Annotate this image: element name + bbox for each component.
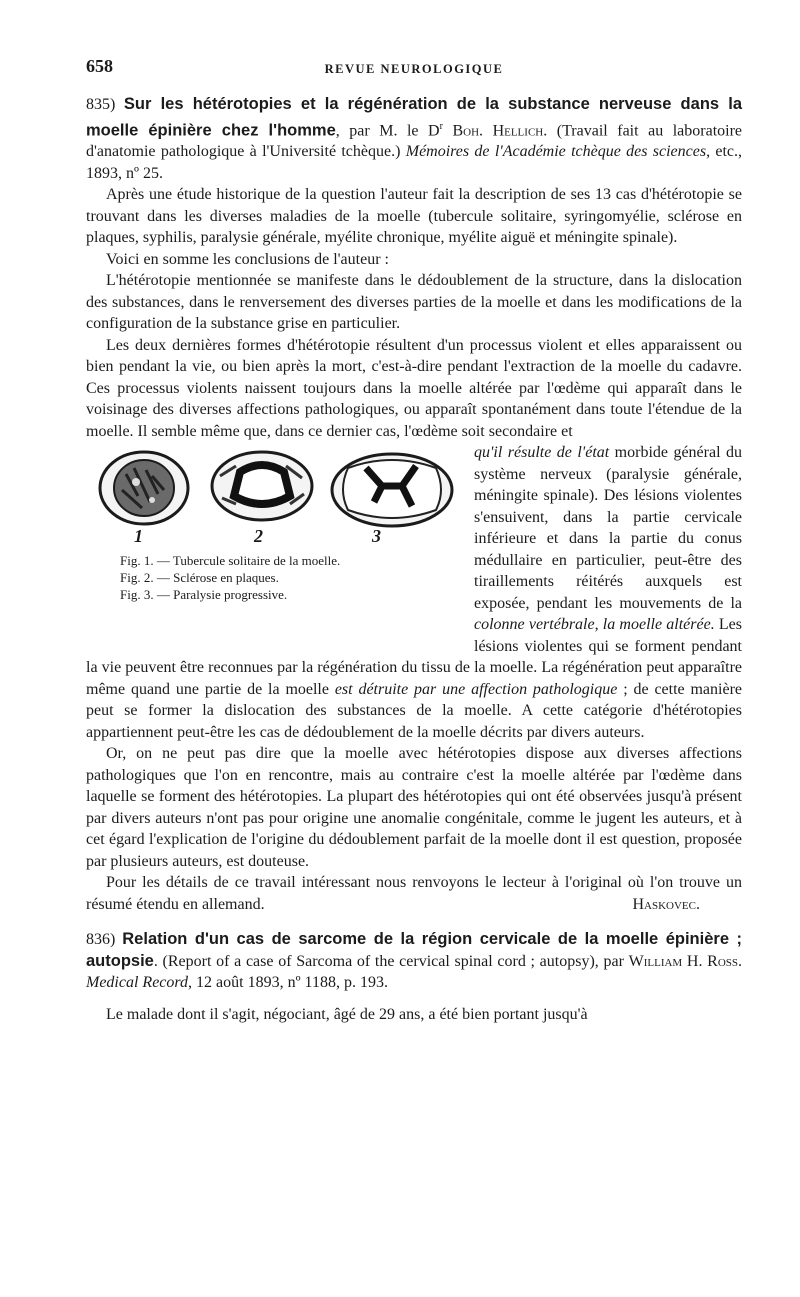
figure-spinal-cord-sections bbox=[86, 446, 460, 644]
figure-captions bbox=[120, 552, 340, 603]
entry-835-dr-sup: r bbox=[439, 120, 443, 132]
running-title: REVUE NEUROLOGIQUE bbox=[324, 62, 504, 76]
page-number: 658 bbox=[86, 56, 113, 76]
paragraph: Pour les détails de ce travail intéressant nous renvoyons le lecteur à l'original où l'on trouve un résumé étendu en allemand. bbox=[86, 874, 742, 913]
entry-835-source: Mémoires de l'Académie tchèque des sciences bbox=[405, 143, 707, 161]
figure-label-3: 3 bbox=[372, 526, 381, 547]
paragraph-with-figure bbox=[86, 335, 742, 443]
entry-835-author: Boh. Hellich bbox=[452, 121, 544, 139]
paragraph: Voici en somme les conclusions de l'auteur : bbox=[106, 250, 389, 268]
figure-1-drawing bbox=[100, 452, 188, 524]
para4-part-a: Les deux dernières formes d'hétérotopie résultent d'un processus violent et elles apparaissent ou bien pendant la vie, ou bien après la mort, c'est-à-dire pendant l'extraction de la moelle du cadavre. Ces processus violents naissent toujours dans la moelle altérée par l'œdème qui apparaît dans le voisinage des diverses affections pathologiques, ou apparaît spontanément dans toute l'étendue de la moelle. Il semble même que, dans ce dernier cas, l'œdème soit secondaire et bbox=[86, 336, 742, 440]
para4-italic-2: colonne vertébrale, la moelle altérée. bbox=[474, 616, 715, 634]
figure-caption: Fig. 3. — Paralysie progressive. bbox=[120, 587, 288, 603]
figure-2-drawing bbox=[212, 452, 312, 520]
figure-label-1: 1 bbox=[134, 526, 143, 547]
figure-caption: Fig. 1. — Tubercule solitaire de la moelle. bbox=[120, 553, 341, 569]
entry-836-title: Relation d'un cas de sarcome de la région cervicale de la moelle épinière ; autopsie bbox=[86, 930, 743, 970]
figure-drawings bbox=[86, 446, 460, 536]
entry-835-number: 835) bbox=[86, 96, 116, 113]
entry-835-institution: (Travail fait au laboratoire d'anatomie pathologique à l'Université tchèque.) bbox=[86, 121, 743, 161]
para4-part-b: morbide général du système nerveux (paralysie générale, méningite spinale). Des lésions violentes s'ensuivent, dans la partie cervicale inférieure et dans la partie du conus médullaire en particulier, peut-être des tiraillements réitérés auxquels est exposée, pendant les mouvements de la bbox=[474, 444, 742, 612]
entry-836-heading bbox=[86, 929, 742, 994]
para4-italic-1: qu'il résulte de l'état bbox=[474, 444, 610, 462]
page-content bbox=[86, 94, 742, 1025]
entry-835-title: Sur les hétérotopies et la régénération de la substance nerveuse dans la moelle épinière chez l'homme bbox=[86, 95, 743, 139]
entry-836-journal: Medical Record bbox=[86, 974, 189, 992]
para4-part-d: ; de cette manière peut se former la dislocation des substances de la moelle. A cette catégorie d'hétérotopies appartiennent peut-être les cas de dédoublement de la moelle décrits par divers auteurs. bbox=[86, 680, 743, 741]
para4-italic-3: est détruite par une affection pathologique bbox=[334, 680, 618, 698]
figure-label-2: 2 bbox=[254, 526, 263, 547]
entry-835-source-rest: , etc., 1893, nº 25. bbox=[86, 143, 743, 182]
entry-836-orig: . (Report of a case of Sarcoma of the cervical spinal cord ; autopsy), par bbox=[153, 952, 629, 970]
para4-part-c: Les lésions violentes qui se forment pendant la vie peuvent être reconnues par la régénération du tissu de la moelle. La régénération peut apparaître même quand une partie de la moelle bbox=[86, 616, 742, 698]
entry-835-by: , par M. le D bbox=[335, 121, 440, 139]
figure-3-drawing bbox=[332, 454, 452, 526]
paragraph: Or, on ne peut pas dire que la moelle avec hétérotopies dispose aux diverses affections pathologiques que l'on en rencontre, mais au contraire c'est la moelle altérée par l'œdème dans laquelle se forment des hétérotopies. La plupart des hétérotopies qui ont été observées jusqu'à présent par divers auteurs n'ont pas pour origine une anomalie congénitale, comme le jugent les auteurs, et à cet égard l'explication de l'origine du dédoublement parfait de la moelle dont il est question, proposée par plusieurs auteurs, est douteuse. bbox=[86, 745, 742, 870]
page-header bbox=[86, 56, 742, 86]
entry-836-rest: , 12 août 1893, nº 1188, p. 193. bbox=[188, 974, 388, 992]
paragraph: L'hétérotopie mentionnée se manifeste dans le dédoublement de la structure, dans la dislocation des substances, dans le renversement des diverses parties de la moelle et dans les modifications de la configuration de la substance grise en particulier. bbox=[86, 272, 742, 333]
figure-caption: Fig. 2. — Sclérose en plaques. bbox=[120, 570, 279, 586]
paragraph: Après une étude historique de la question l'auteur fait la description de ses 13 cas d'hétérotopie se trouvant dans les diverses maladies de la moelle (tubercule solitaire, syringomyélie, sclérose en plaques, syphilis, paralysie générale, myélite chronique, myélite aiguë et méningite spinale). bbox=[86, 186, 742, 247]
paragraph: Le malade dont il s'agit, négociant, âgé de 29 ans, a été bien portant jusqu'à bbox=[106, 1005, 588, 1023]
reviewer-signature: Haskovec. bbox=[632, 895, 700, 913]
entry-835-heading: 835) Sur les hétérotopies et la régénération de la substance nerveuse dans la moelle épinière chez l'homme, par M. le $D^r$ Boh. Hellich. (Travail fait au laboratoire d'anatomie pathologique à l'Université tchèque.) Mémoires de l'Académie tchèque des sciences, etc., 1893, nº 25. bbox=[86, 95, 743, 182]
signature-line bbox=[86, 894, 742, 916]
entry-836-number: 836) bbox=[86, 931, 116, 949]
entry-836-author: William H. Ross. bbox=[628, 952, 743, 970]
